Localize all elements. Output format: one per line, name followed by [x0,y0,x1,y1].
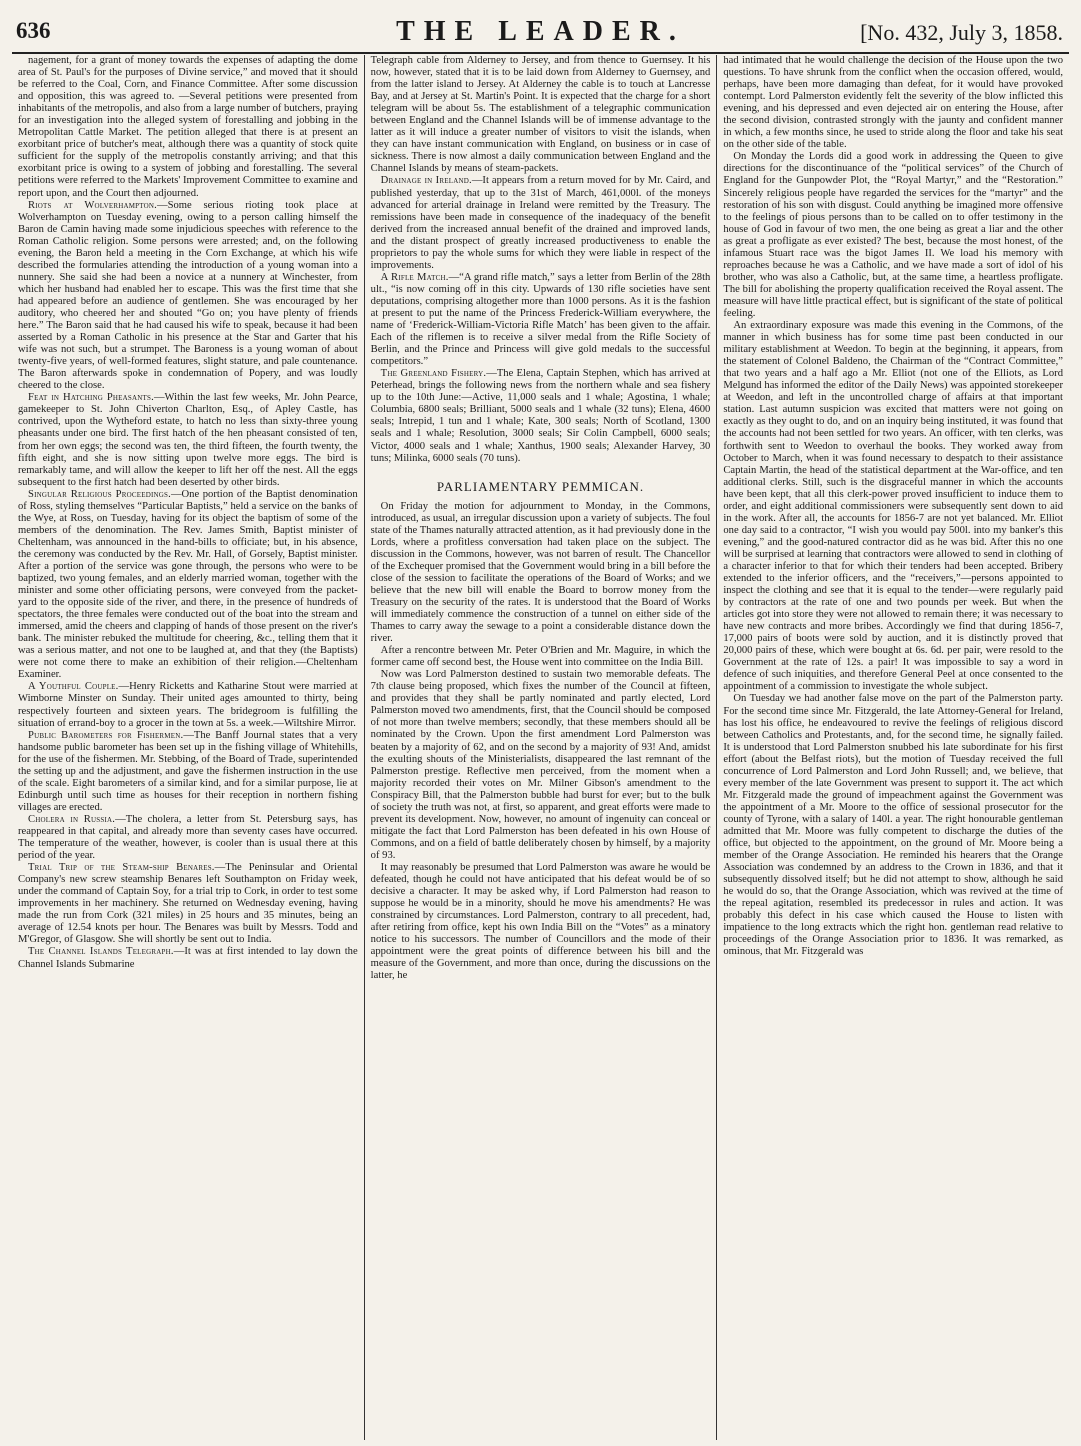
paragraph-headline: Trial Trip of the Steam-ship Benares. [28,862,215,874]
article-paragraph [723,55,1063,151]
paragraph-headline: A Youthful Couple. [28,681,119,693]
paragraph-text: nagement, for a grant of money towards the expenses of adapting the dome area of St. Paul's for the purposes of Divine service,” and moved that it should be referred to the Coal, Corn, and Finance Committee. After some discussion and opposition, this was agreed to. —Several petitions were presented from inhabitants of the metropolis, and also from a large number of butchers, praying for an investigation into the alleged system of forestalling and jobbing in the Metropolitan Cattle Market. The petition alleged that there is at present an exorbitant price of butcher's meat, although there was a quantity of stock quite sufficient for the supply of the metropolis constantly arriving; and that this exorbitant price is owing to a system of jobbing and forestalling. The several petitions were referred to the Markets' Improvement Committee to examine and report upon, and the Court then adjourned. [18,55,358,199]
paragraph-text: —One portion of the Baptist denomination of Ross, styling themselves “Particular Baptists,” held a service on the banks of the Wye, at Ross, on Tuesday, having for its object the baptism of some of the members of the denomination. The Rev. James Smith, Baptist minister of Cheltenham, was announced in the hand-bills to officiate; but, in his absence, the ceremony was conducted by the Rev. Mr. Hall, of Gorsely, Baptist minister. After a portion of the service was gone through, the persons who were to be baptized, two young females, and an elderly married woman, together with the minister and some other officiating persons, were conveyed from the packet-yard to the opposite side of the river, and there, in the presence of hundreds of spectators, the three females were conducted out of the boat into the stream and immersed, amid the cheers and clapping of hands of those present on the river's bank. The minister rebuked the multitude for cheering, &c., telling them that it was a serious matter, and not one to be laughed at, and that they (the Baptists) were not come there to make an exhibition of their religion.—Cheltenham Examiner. [18,488,358,681]
article-paragraph [371,645,711,669]
article-paragraph [371,175,711,271]
article-paragraph [18,681,358,729]
paragraph-text: On Monday the Lords did a good work in addressing the Queen to give directions for the discontinuance of the “political services” of the Church of England for the Gunpowder Plot, the “Royal Martyr,” and the “Restoration.” Sincerely religious people have regarded the services for the “martyr” and the restoration of his son with disgust. Could anything be imagined more offensive to the feelings of pious persons than to be called on to offer testimony in the house of God in favour of two men, the one being as great a liar and the other as great a profligate as ever existed? The best, because the most honest, of the infamous Stuart race was the bigot James II. We load his memory with reproaches because he was a Catholic, and we have made a sort of idol of his brother, who was also a Catholic, but, at the same time, a heartless profligate. The bill for abolishing the property qualification received the Royal assent. The measure will have little practical effect, but is significant of the state of political feeling. [723,151,1064,319]
article-paragraph [723,320,1063,693]
paragraph-headline: Public Barometers for Fishermen. [28,729,184,741]
article-paragraph [18,814,358,862]
paragraph-text: —Some serious rioting took place at Wolverhampton on Tuesday evening, owing to a person calling himself the Baron de Camin having made some injudicious speeches with reference to the Roman Catholic religion. Some persons were arrested; and, on the following evening, the Baron held a meeting in the Corn Exchange, at which his wife described the formularies attending the introduction of a young woman into a nunnery. She said she had been a novice at a nunnery at Winchester, from which her husband had enabled her to escape. This was the first time that she had appeared before an audience of gentlemen. She was encouraged by her auditory, who cheered her and shouted “Go on; you have plenty of friends here.” The Baron said that he had caused his wife to speak, because it had been asserted by a Roman Catholic in his presence at the Star and Garter that his wife was not such, but a strumpet. The Baroness is a young woman of about twenty-five years, of well-formed features, slight stature, and pale countenance. The Baron afterwards spoke in condemnation of Popery, and was loudly cheered to the close. [18,199,358,392]
paragraph-text: had intimated that he would challenge the decision of the House upon the two questions. To have shrunk from the conflict when the occasion offered, would, perhaps, have been more damaging than defeat, for it would have provoked contempt. Lord Palmerston evidently felt the severity of the blow inflicted this evening, and his depressed and even dejected air on entering the House, after the second division, contrasted strongly with the jaunty and confident manner in which, a few months since, he used to stride along the floor and take his seat on the other side of the table. [723,55,1064,151]
paragraph-text: An extraordinary exposure was made this evening in the Commons, of the manner in which business has for some time past been conducted in our military establishment at Weedon. To begin at the beginning, it appears, from the statement of Colonel Baldeno, the Chairman of the “Contract Committee,” that two years and a half ago a Mr. Elliot (not one of the Elliots, as Lord Melgund has informed the editor of the Daily News) was appointed storekeeper at Weedon, and left in the uncontrolled charge of affairs at that important station. Last autumn suspicion was excited that matters were not going on exactly as they ought to do, and on an inquiry being instituted, it was found that the accounts had not been settled for two years. An officer, with ten clerks, was forthwith sent to Weedon to overhaul the books. They worked away from October to March, when it was found necessary to despatch to their assistance Captain Martin, the head of the statistical department at the War-office, and ten additional clerks. Still, such is the disgraceful manner in which the accounts have been kept, that all this clerk-power proved insufficient to induce them to order, and eight additional commissioners were subsequently sent down to aid in the work. After all, the accounts for 1856-7 are not yet balanced. Mr. Elliot one day said to a contractor, “I wish you would pay 500l. into my banker's this evening,” and the good-natured contractor did as he was bid. After this no one will be surprised at learning that contractors were allowed to send in clothing of a character inferior to that for which their tenders had been accepted. Bribery extended to the inferior officers, and the “receivers,”—persons appointed to inspect the clothing and see that it is equal to the tender—were regularly paid by contractors at the rate of one and two pounds per week. But when the articles got into store they were not allowed to remain there; it was necessary to have new contracts and more bribes. Accordingly we find that during 1856-7, 17,000 pairs of boots were sold by auction, and it is distinctly proved that 20,000 pairs of these, which were bought at 6s. 6d. per pair, were resold to the Government at the rate of 12s. a pair! It was impossible to say a word in defence of such iniquities, and therefore General Peel at once consented to the appointment of a commission to investigate the whole subject. [723,320,1064,693]
paragraph-headline: Feat in Hatching Pheasants. [28,392,154,404]
article-paragraph [371,55,711,175]
paragraph-text: —The cholera, a letter from St. Petersburg says, has reappeared in that capital, and already more than seventy cases have occurred. The temperature of the weather, however, is cooler than is usual there at this period of the year. [18,813,358,862]
paragraph-text: —“A grand rifle match,” says a letter from Berlin of the 28th ult., “is now coming off in this city. Upwards of 130 rifle societies have sent deputations, comprising altogether more than 1000 persons. As it is the fashion at present to put the name of the Princess Frederick-William everywhere, the name of ‘Frederick-William-Victoria Rifle Match’ has been given to the affair. Each of the riflemen is to receive a silver medal from the Rifle Society of Berlin, and the Prince and Princess will give gold medals to the successful competitors.” [370,271,711,368]
article-paragraph [18,200,358,393]
paragraph-headline: A Rifle Match. [380,271,449,283]
paragraph-text: Now was Lord Palmerston destined to sustain two memorable defeats. The 7th clause being proposed, which fixes the number of the Council at fifteen, and provides that they shall be partly nominated and partly elected, Lord Palmerston moved two amendments, first, that the Council should be composed of not more than twelve members; secondly, that these members should all be nominated by the Crown. Upon the first amendment Lord Palmerston was beaten by a majority of 62, and on the second by a majority of 93! And, amidst the exulting shouts of the Ministerialists, disappeared the last remnant of the Palmerston prestige. Reflective men perceived, from the moment when a majority recorded their votes on Mr. Milner Gibson's amendment to the Conspiracy Bill, that the Palmerston bubble had burst for ever; but to the bulk of society the truth was not, at first, so apparent, and great efforts were made to prevent its development. Now, however, no amount of ingenuity can conceal or mitigate the fact that Lord Palmerston has been defeated in his own House of Commons, and on a field of battle deliberately chosen by himself, by a majority of 93. [370,669,711,861]
article-paragraph [723,693,1063,958]
paragraph-text: —It was at first intended to lay down the Channel Islands Submarine [18,946,358,970]
article-paragraph [18,489,358,682]
article-paragraph [723,151,1063,320]
page-header [12,12,1069,54]
column-2 [364,55,717,1440]
newspaper-title: THE LEADER. [396,16,685,47]
column-1 [12,55,364,1440]
paragraph-headline: The Channel Islands Telegraph. [28,946,174,958]
paragraph-text: On Tuesday we had another false move on the part of the Palmerston party. For the second time since Mr. Fitzgerald, the late Attorney-General for Ireland, has lost his office, he endeavoured to revive the feelings of religious discord between Catholics and Protestants, and, for the second time, he signally failed. It is understood that Lord Palmerston snubbed his late subordinate for his first effort (about the Belfast riots), but the motion of Tuesday received the full concurrence of Lord Palmerston and Lord John Russell; and, we believe, that every member of the late Government was present to support it. The act which Mr. Fitzgerald made the ground of impeachment against the Government was the appointment of a Mr. Moore to the office of sessional prosecutor for the county of Tyrone, with a salary of 140l. a year. The right honourable gentleman admitted that Mr. Moore was fully competent to discharge the duties of the office, but objected to the appointment, on the ground of Mr. Moore being a member of the Orange Association. He reminded his hearers that the Orange Association was condemned by an address to the Crown in 1836, and that it subsequently dissolved itself; but he did not attempt to show, although he said he would do so, that the Orange Association, which was revived at the time of the repeal agitation, resembled its predecessor in rules and action. It was probably this defect in his case which caused the House to listen with impatience to the long extracts which the right hon. gentleman read relative to proceedings of the Orange Association prior to 1836. It was remarked, as ominous, that Mr. Fitzgerald was [723,693,1064,958]
issue-info: [No. 432, July 3, 1858. [860,20,1063,45]
paragraph-text: After a rencontre between Mr. Peter O'Brien and Mr. Maguire, in which the former came off second best, the House went into committee on the India Bill. [370,645,711,669]
section-heading: PARLIAMENTARY PEMMICAN. [436,478,645,494]
paragraph-headline: Riots at Wolverhampton. [28,199,157,211]
paragraph-headline: The Greenland Fishery. [380,368,487,380]
article-paragraph [18,55,358,200]
paragraph-headline: Singular Religious Proceedings. [28,488,171,500]
article-paragraph [371,862,711,982]
paragraph-headline: Drainage in Ireland. [380,175,472,187]
article-paragraph [371,272,711,368]
column-3 [716,55,1069,1440]
paragraph-text: —The Banff Journal states that a very handsome public barometer has been set up in the fishing village of Whitehills, for the use of the fishermen. Mr. Stebbing, of the Board of Trade, superintended the setting up and the adjustment, and gave the fishermen instruction in the use of the scale. Eight barometers of a similar kind, and for a similar purpose, lie at Edinburgh until such time as houses for their reception in northern fishing villages are erected. [18,729,358,813]
article-paragraph [371,501,711,646]
paragraph-text: —Henry Ricketts and Katharine Stout were married at Wimborne Minster on Sunday. Their united ages amounted to thirty, being respectively fourteen and sixteen years. The bridegroom is fulfilling the situation of errand-boy to a grocer in the town at 5s. a week.—Wiltshire Mirror. [18,681,358,729]
article-paragraph [18,730,358,814]
article-paragraph [371,669,711,862]
article-paragraph [371,368,711,464]
paragraph-text: It may reasonably be presumed that Lord Palmerston was aware he would be defeated, though he could not have anticipated that his defeat would be of so decisive a character. It may be asked why, if Lord Palmerston had reason to suppose he would be in a minority, should he move his amendments? He was constrained by circumstances. Lord Palmerston, contrary to all precedent, had, after retiring from office, kept his own India Bill on the “Votes” as a minatory notice to his successors. The number of Councillors and the mode of their appointment were the great points of difference between his bill and the measure of the Government, and more than once, during the discussions on the latter, he [370,862,711,982]
paragraph-text: Telegraph cable from Alderney to Jersey, and from thence to Guernsey. It his now, however, stated that it is to be laid down from Alderney to Guernsey, and from the latter island to Jersey. At Alderney the cable is to touch at Lancresse Bay, and at Jersey at St. Martin's Point. It is expected that the charge for a short telegram will be about 5s. The establishment of a telegraphic communication between England and the Channel Islands will be of immense advantage to the latter as it will induce a greater number of visitors to visit the islands, when they can have instant communication with England, on business or in case of sickness. There is now almost a daily communication between England and the Channel Islands by means of steam-packets. [370,55,711,175]
paragraph-text: —Within the last few weeks, Mr. John Pearce, gamekeeper to St. John Chiverton Charlton, Esq., of Apley Castle, has contrived, upon the Wytheford estate, to hatch no less than sixty-three young pheasants under one bird. The first hatch of the hen pheasant consisted of ten, from her own eggs; the second was ten, the third fifteen, the fourth twenty, the fifth eight, and she is now sitting upon twelve more eggs. The bird is remarkably tame, and will allow the keeper to lift her off the nest. All the eggs subsequent to the first hatch had been deserted by other birds. [18,392,358,488]
page-number: 636 [16,18,51,43]
paragraph-text: —The Elena, Captain Stephen, which has arrived at Peterhead, brings the following news from the northern whale and sea fishery up to the 10th June:—Active, 11,000 seals and 1 whale; Agostina, 1 whale; Columbia, 6800 seals; Brilliant, 5000 seals and 1 whale (32 tuns); Elena, 4600 seals; Intrepid, 1 tun and 1 whale; Kate, 300 seals; North of Scotland, 1300 seals and 1 whale; Resolution, 3000 seals; Sir Colin Campbell, 6000 seals; Victor, 4000 seals and 1 whale; Xanthus, 1900 seals; Alexander Harvey, 30 tuns; Milinka, 6000 seals (70 tuns). [370,368,711,464]
article-columns [12,55,1069,1440]
paragraph-headline: Cholera in Russia. [28,813,116,825]
article-paragraph [18,392,358,488]
paragraph-text: —It appears from a return moved for by Mr. Caird, and published yesterday, that up to the 31st of March, 461,000l. of the moneys advanced for arterial drainage in Ireland were remitted by the Treasury. The remissions have been made in consequence of the inadequacy of the benefit derived from the increased annual benefit of the drained and improved lands, and the distant prospect of greatly increased productiveness to enable the proprietors to pay the whole sums for which they were liable in respect of the improvements. [370,175,711,271]
article-paragraph [18,946,358,970]
paragraph-text: —The Peninsular and Oriental Company's new screw steamship Benares left Southampton on Friday week, under the command of Captain Soy, for a trial trip to Cork, in order to test some improvements in her machinery. She returned on Wednesday evening, having made the run from Cork (321 miles) in 25 hours and 35 minutes, being an average of 12.54 knots per hour. The Benares was built by Messrs. Todd and M'Gregor, of Glasgow. She will shortly be sent out to India. [18,862,358,946]
article-paragraph [18,862,358,946]
paragraph-text: On Friday the motion for adjournment to Monday, in the Commons, introduced, as usual, an irregular discussion upon a variety of subjects. The foul state of the Thames naturally attracted attention, as it had previously done in the Lords, where a profitless conversation had taken place on the subject. The discussion in the Commons, however, was not barren of result. The Chancellor of the Exchequer promised that the Government would bring in a bill before the close of the session to facilitate the operations of the Board of Works; and we believe that the new bill will enable the Board to borrow money from the Treasury on the security of the rates. It is understood that the Board of Works will immediately commence the construction of a tunnel on either side of the Thames to carry away the sewage to a point a considerable distance down the river. [370,500,711,645]
